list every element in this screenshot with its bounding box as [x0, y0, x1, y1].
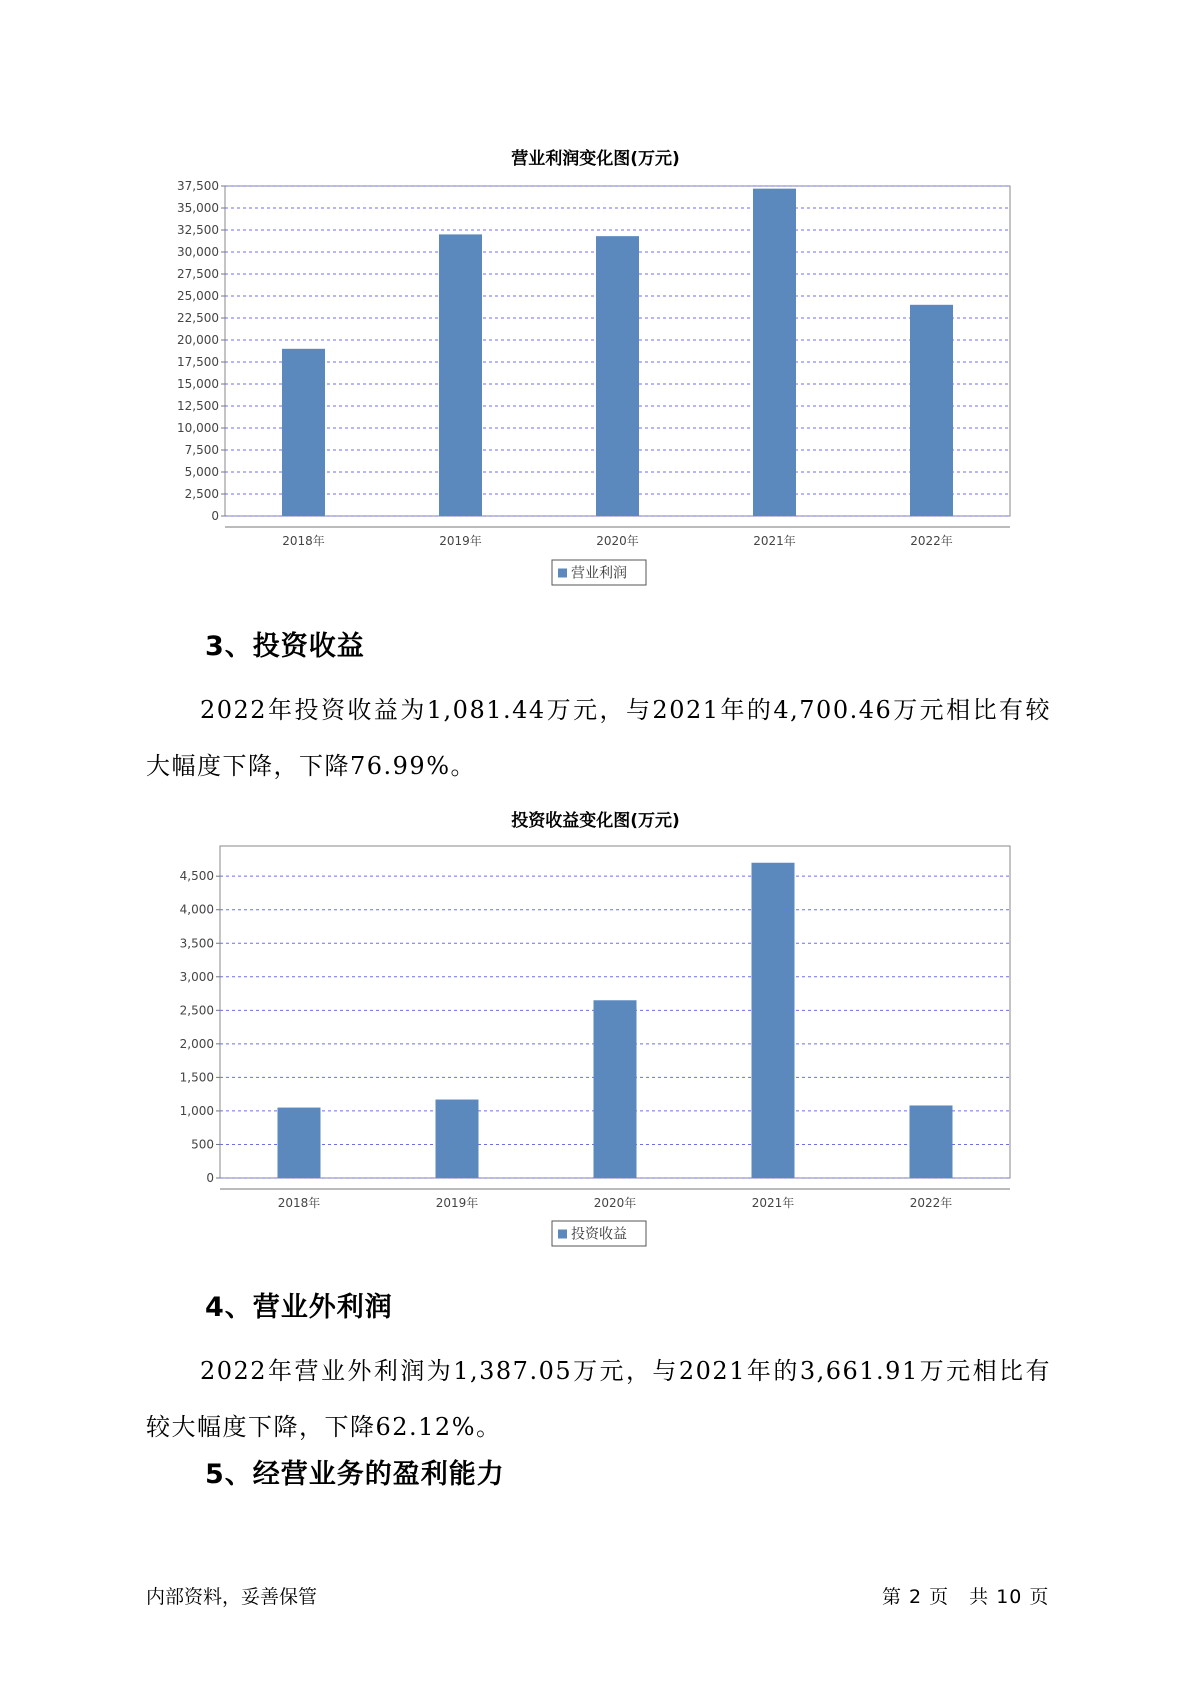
- x-tick-label: 2022年: [910, 534, 953, 548]
- y-tick-label: 2,000: [179, 1036, 214, 1051]
- y-tick-label: 10,000: [177, 421, 219, 435]
- bar-2018年: [278, 1108, 321, 1178]
- chart2-title: 投资收益变化图(万元): [511, 811, 680, 831]
- y-tick-label: 3,000: [179, 969, 214, 984]
- y-tick-label: 5,000: [184, 465, 219, 479]
- y-tick-label: 0: [211, 509, 219, 523]
- y-tick-label: 0: [206, 1171, 214, 1185]
- section-4-paragraph: 2022年营业外利润为1,387.05万元，与2021年的3,661.91万元相比有较大幅度下降，下降62.12%。: [146, 1357, 1051, 1441]
- x-tick-label: 2021年: [751, 1196, 795, 1210]
- y-tick-label: 37,500: [177, 179, 219, 193]
- section-3-paragraph: 2022年投资收益为1,081.44万元，与2021年的4,700.46万元相比有较大幅度下降，下降76.99%。: [146, 696, 1051, 780]
- y-tick-label: 17,500: [177, 355, 219, 369]
- chart1-title: 营业利润变化图(万元): [511, 149, 680, 169]
- footer-page-number: 第 2 页 共 10 页: [882, 1586, 1050, 1608]
- x-tick-label: 2022年: [909, 1196, 953, 1210]
- bar-2021年: [752, 863, 795, 1178]
- y-tick-label: 25,000: [177, 289, 219, 303]
- y-tick-label: 500: [191, 1137, 214, 1152]
- x-tick-label: 2021年: [753, 534, 796, 548]
- x-tick-label: 2019年: [439, 534, 482, 548]
- y-tick-label: 22,500: [177, 311, 219, 325]
- y-tick-label: 4,500: [179, 869, 214, 884]
- legend-label: 投资收益: [571, 1226, 627, 1243]
- x-tick-label: 2020年: [593, 1196, 637, 1210]
- y-tick-label: 15,000: [177, 377, 219, 391]
- bar-2020年: [594, 1000, 637, 1178]
- y-tick-label: 2,500: [184, 487, 219, 501]
- bar-2022年: [910, 1105, 953, 1178]
- legend-swatch: [558, 1230, 567, 1239]
- x-tick-label: 2019年: [435, 1196, 479, 1210]
- y-tick-label: 7,500: [184, 443, 219, 457]
- section-3-heading: 3、投资收益: [205, 631, 365, 662]
- y-tick-label: 4,000: [179, 902, 214, 917]
- y-tick-label: 30,000: [177, 245, 219, 259]
- section-5-heading: 5、经营业务的盈利能力: [205, 1459, 505, 1490]
- bar-2019年: [436, 1100, 479, 1178]
- y-tick-label: 12,500: [177, 399, 219, 413]
- y-tick-label: 2,500: [179, 1003, 214, 1018]
- y-tick-label: 1,500: [179, 1070, 214, 1085]
- x-tick-label: 2020年: [596, 534, 639, 548]
- y-tick-label: 3,500: [179, 936, 214, 951]
- footer-confidential-note: 内部资料，妥善保管: [146, 1586, 318, 1608]
- x-tick-label: 2018年: [282, 534, 325, 548]
- legend-label: 营业利润: [571, 565, 627, 582]
- x-tick-label: 2018年: [277, 1196, 321, 1210]
- y-tick-label: 1,000: [179, 1103, 214, 1118]
- section-4-heading: 4、营业外利润: [205, 1292, 393, 1323]
- y-tick-label: 20,000: [177, 333, 219, 347]
- y-tick-label: 35,000: [177, 201, 219, 215]
- y-tick-label: 32,500: [177, 223, 219, 237]
- y-tick-label: 27,500: [177, 267, 219, 281]
